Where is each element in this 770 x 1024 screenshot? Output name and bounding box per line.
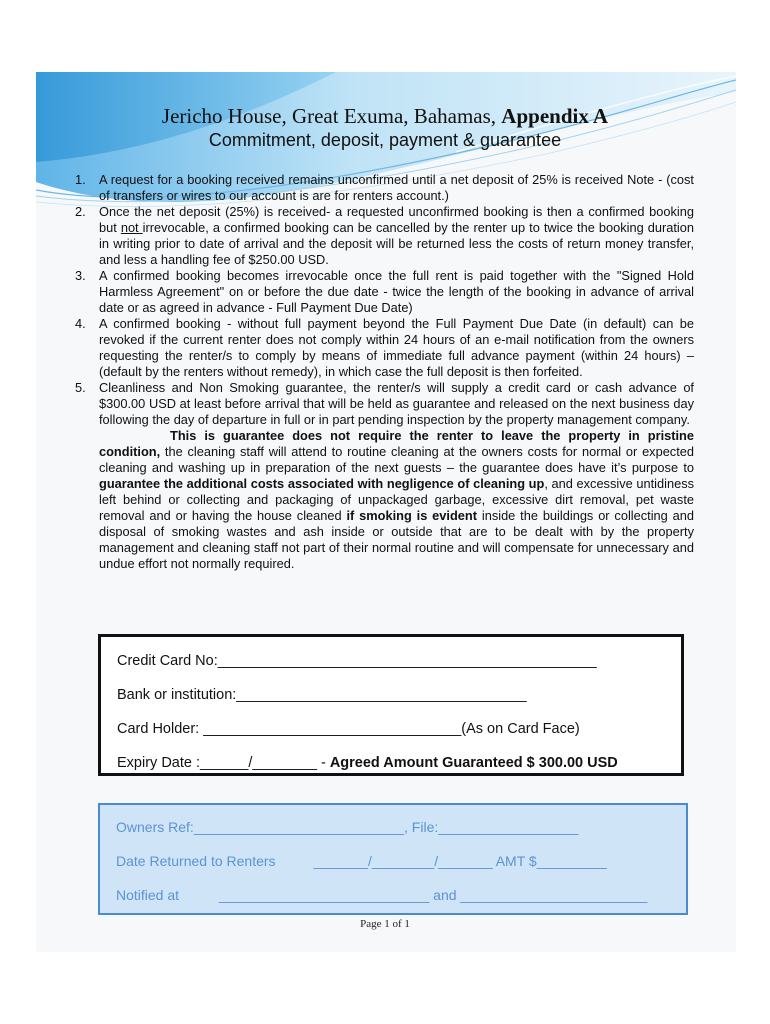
notified-field[interactable]: Notified at ___________________________ and ________________________ [116, 887, 648, 903]
owners-ref-field[interactable]: Owners Ref:___________________________, File:__________________ [116, 819, 579, 835]
terms-list [70, 172, 694, 572]
list-item: 1. A request for a booking received remains unconfirmed until a net deposit of 25% is received Note - (cost of transfers or wires to our account is are for renters account.) [75, 172, 694, 203]
list-item: 4. A confirmed booking - without full payment beyond the Full Payment Due Date (in default) can be revoked if the current renter does not comply within 24 hours of an e-mail notification from the owners requesting the renter/s to comply by means of immediate full advance payment (within 24 hours) – (default by the renters without remedy), in which case the full deposit is then forfeited. [75, 316, 694, 379]
list-item: 2. Once the net deposit (25%) is received- a requested unconfirmed booking is then a confirmed booking but not irrevocable, a confirmed booking can be cancelled by the renter up to twice the booking duration in writing prior to date of arrival and the deposit will be returned less the costs of return money transfer, and less a handling fee of $250.00 USD. [75, 204, 694, 267]
list-item: 5. Cleanliness and Non Smoking guarantee, the renter/s will supply a credit card or cash advance of $300.00 USD at least before arrival that will be held as guarantee and released on the next business day following the day of departure in full or in part pending inspection by the property management company. This is guarantee does not require the renter to leave the property in pristine condition, the cleaning staff will attend to routine cleaning at the owners costs for normal or expected cleaning and washing up in preparation of the next guests – the guarantee does have it’s purpose to guarantee the additional costs associated with negligence of cleaning up, and excessive untidiness left behind or collecting and packaging of unpackaged garbage, excessive dirt removal, pet waste removal and or having the house cleaned if smoking is evident inside the buildings or collecting and disposal of smoking wastes and ash inside or outside that are to be dealt with by the property management and cleaning staff not part of their normal routine and will compensate for unnecessary and undue effort not normally required. [75, 380, 695, 571]
document-subtitle: Commitment, deposit, payment & guarantee [208, 130, 562, 150]
guarantee-paragraph: This is guarantee does not require the renter to leave the property in pristine condition, the cleaning staff will attend to routine cleaning at the owners costs for normal or expected cleaning and washing up in preparation of the next guests – the guarantee does have it’s purpose to guarantee the additional costs associated with negligence of cleaning up, and excessive untidiness left behind or collecting and packaging of unpackaged garbage, excessive dirt removal, pet waste removal and or having the house cleaned if smoking is evident inside the buildings or collecting and disposal of smoking wastes and ash inside or outside that are to be dealt with by the property management and cleaning staff not part of their normal routine and will compensate for unnecessary and undue effort not normally required. [99, 428, 695, 571]
bank-institution-field[interactable]: Bank or institution:____________________________________ [117, 687, 527, 703]
document-title: Jericho House, Great Exuma, Bahamas, Appendix A [161, 104, 609, 128]
date-returned-field[interactable]: Date Returned to Renters _______/________/_______ AMT $_________ [116, 853, 607, 869]
card-holder-field[interactable]: Card Holder: ________________________________(As on Card Face) [117, 721, 580, 737]
list-item: 3. A confirmed booking becomes irrevocable once the full rent is paid together with the "Signed Hold Harmless Agreement" on or before the due date - twice the length of the booking in advance of arrival date or as agreed in advance - Full Payment Due Date) [75, 268, 694, 315]
credit-card-form [98, 634, 684, 776]
expiry-date-field[interactable]: Expiry Date :______/________ - Agreed Amount Guaranteed $ 300.00 USD [117, 755, 618, 771]
page-number: Page 1 of 1 [360, 918, 410, 930]
credit-card-number-field[interactable]: Credit Card No:_______________________________________________ [117, 653, 597, 669]
agreed-amount: Agreed Amount Guaranteed $ 300.00 USD [329, 755, 618, 771]
owner-use-form [98, 803, 688, 915]
